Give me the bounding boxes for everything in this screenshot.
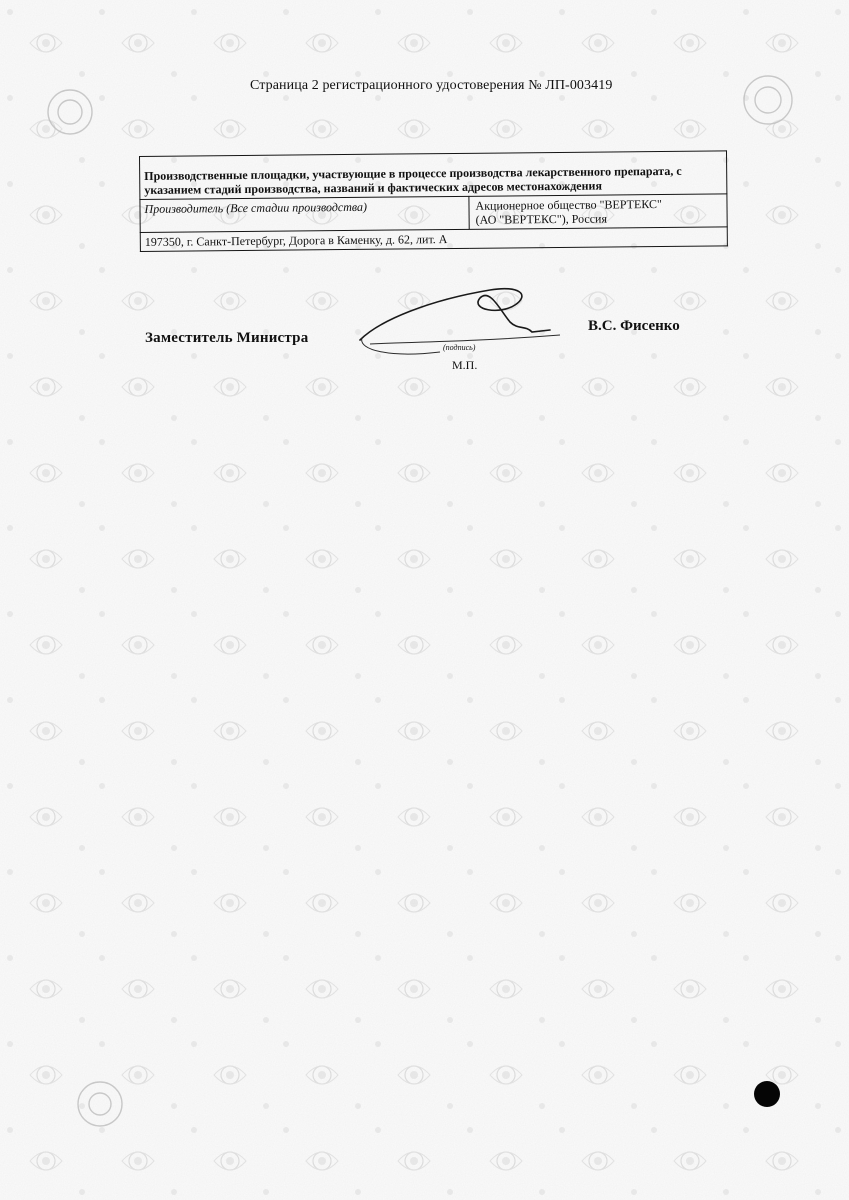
manufacturer-address-cell: 197350, г. Санкт-Петербург, Дорога в Каменку, д. 62, лит. А — [140, 227, 727, 252]
manufacturer-organization-cell — [469, 194, 727, 229]
manufacturer-role-cell: Производитель (Все стадии производства) — [140, 196, 469, 232]
signatory-name: В.С. Фисенко — [588, 318, 680, 334]
table-heading: Производственные площадки, участвующие в процессе производства лекарственного препарата, с указанием стадий производства, названий и фактических адресов местонахождения — [140, 151, 727, 200]
signature-caption: (подпись) — [443, 343, 476, 352]
organization-short-name: (АО "ВЕРТЕКС"), Россия — [475, 211, 608, 227]
signatory-position: Заместитель Министра — [145, 330, 309, 346]
organization-name: Акционерное общество "ВЕРТЕКС" — [475, 196, 662, 213]
seal-placeholder-label: М.П. — [452, 358, 478, 372]
page-header: Страница 2 регистрационного удостоверения № ЛП-003419 — [250, 78, 613, 93]
punch-hole-mark — [754, 1081, 780, 1107]
production-sites-table — [139, 150, 728, 252]
